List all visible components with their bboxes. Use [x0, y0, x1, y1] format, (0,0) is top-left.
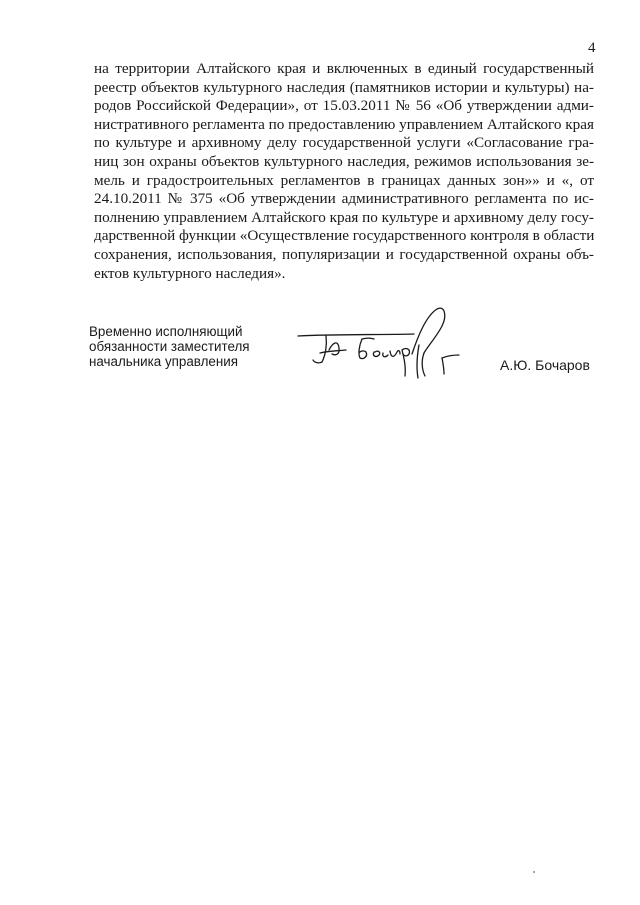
- body-line: ниц зон охраны объектов культурного наследия, режимов использования зе-: [94, 152, 594, 170]
- handwritten-signature: [296, 306, 480, 384]
- body-line: родов Российской Федерации», от 15.03.2011 № 56 «Об утверждении адми-: [94, 97, 594, 115]
- body-line: мель и градостроительных регламентов в границах данных зон»» и «, от: [94, 171, 594, 189]
- body-line: дарственной функции «Осуществление государственного контроля в области: [94, 227, 595, 245]
- body-line: на территории Алтайского края и включенных в единый государственный: [94, 60, 594, 77]
- body-line: нистративного регламента по предоставлению управлением Алтайского края: [94, 115, 594, 133]
- position-line: обязанности заместителя: [89, 339, 250, 354]
- scan-speck: [533, 871, 535, 873]
- position-line: Временно исполняющий: [89, 324, 243, 339]
- page-number: 4: [588, 40, 596, 56]
- body-paragraph: [94, 60, 594, 283]
- signatory-position: [89, 324, 289, 369]
- body-line: сохранения, использования, популяризации и государственной охраны объ-: [94, 245, 594, 263]
- body-line: ектов культурного наследия».: [94, 264, 286, 282]
- signer-name: А.Ю. Бочаров: [500, 357, 590, 373]
- body-line: 24.10.2011 № 375 «Об утверждении административного регламента по ис-: [94, 190, 594, 208]
- body-line: реестр объектов культурного наследия (памятников истории и культуры) на-: [94, 78, 594, 96]
- body-line: по культуре и архивному делу государственной услуги «Согласование гра-: [94, 134, 594, 152]
- position-line: начальника управления: [89, 354, 238, 369]
- body-line: полнению управлением Алтайского края по культуре и архивному делу госу-: [94, 208, 594, 226]
